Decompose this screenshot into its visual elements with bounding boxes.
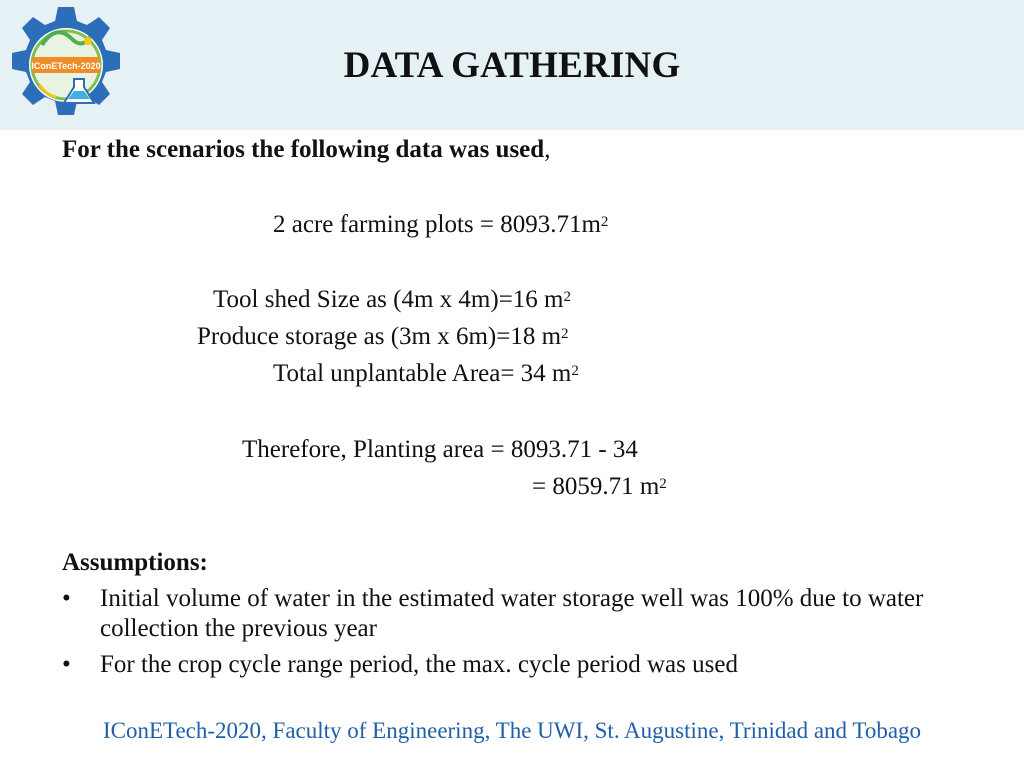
produce-storage-text: Produce storage as (3m x 6m)=18 m <box>197 323 562 350</box>
planting-area-line: Therefore, Planting area = 8093.71 - 34 <box>242 436 638 463</box>
tool-shed-sup: 2 <box>563 289 572 305</box>
planting-result-sup: 2 <box>659 476 667 492</box>
plots-line <box>273 210 608 240</box>
intro-text: For the scenarios the following data was used <box>62 136 545 163</box>
planting-result-line <box>532 472 667 502</box>
bullet-dot: • <box>62 651 71 678</box>
unplantable-sup: 2 <box>571 363 579 379</box>
unplantable-text: Total unplantable Area= 34 m <box>273 360 572 387</box>
plots-text: 2 acre farming plots = 8093.71m <box>273 211 601 238</box>
page-title: DATA GATHERING <box>343 45 681 86</box>
assumption-text: Initial volume of water in the estimated water storage well was 100% due to water collection the previous year <box>100 585 924 642</box>
header-banner <box>0 0 1024 130</box>
list-item <box>62 650 962 680</box>
footer-text: IConETech-2020, Faculty of Engineering, The UWI, St. Augustine, Trinidad and Tobago <box>102 718 922 743</box>
produce-storage-sup: 2 <box>561 326 569 342</box>
assumption-text: For the crop cycle range period, the max. cycle period was used <box>100 651 738 678</box>
produce-storage-line <box>197 322 569 352</box>
list-item <box>62 584 962 644</box>
unplantable-line <box>273 359 579 389</box>
intro-comma: , <box>544 136 551 163</box>
planting-result-text: = 8059.71 m <box>532 473 660 500</box>
plots-sup: 2 <box>600 214 609 230</box>
tool-shed-line <box>213 285 571 315</box>
intro-line <box>62 135 550 165</box>
assumptions-list <box>62 584 962 686</box>
assumptions-heading: Assumptions: <box>62 549 208 576</box>
bullet-dot: • <box>62 585 71 612</box>
logo-text: IConETech-2020 <box>31 61 101 71</box>
tool-shed-text: Tool shed Size as (4m x 4m)=16 m <box>213 286 564 313</box>
